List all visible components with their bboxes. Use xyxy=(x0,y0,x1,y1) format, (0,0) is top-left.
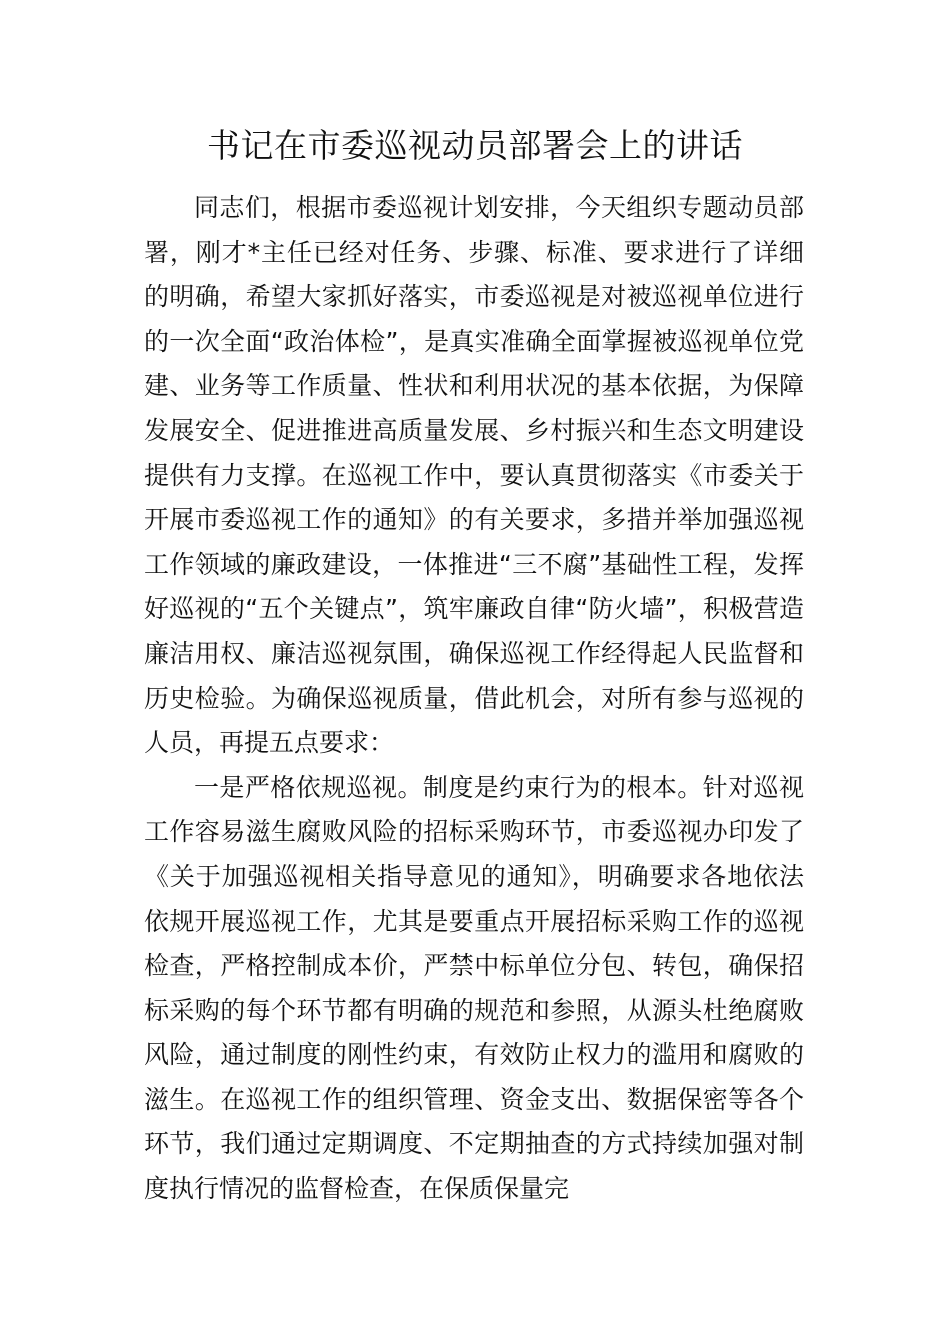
paragraph-2: 一是严格依规巡视。制度是约束行为的根本。针对巡视工作容易滋生腐败风险的招标采购环节，市委巡视办印发了《关于加强巡视相关指导意见的通知》，明确要求各地依法依规开展巡视工作，尤其是要重点开展招标采购工作的巡视检查，严格控制成本价，严禁中标单位分包、转包，确保招标采购的每个环节都有明确的规范和参照，从源头杜绝腐败风险，通过制度的刚性约束，有效防止权力的滥用和腐败的滋生。在巡视工作的组织管理、资金支出、数据保密等各个环节，我们通过定期调度、不定期抽查的方式持续加强对制度执行情况的监督检查，在保质保量完 xyxy=(144,772,804,1204)
paragraph-1: 同志们，根据市委巡视计划安排，今天组织专题动员部署，刚才*主任已经对任务、步骤、标准、要求进行了详细的明确，希望大家抓好落实，市委巡视是对被巡视单位进行的一次全面“政治体检”，是真实准确全面掌握被巡视单位党建、业务等工作质量、性状和利用状况的基本依据，为保障发展安全、促进推进高质量发展、乡村振兴和生态文明建设提供有力支撑。在巡视工作中，要认真贯彻落实《市委关于开展市委巡视工作的通知》的有关要求，多措并举加强巡视工作领域的廉政建设，一体推进“三不腐”基础性工程，发挥好巡视的“五个关键点”，筑牢廉政自律“防火墙”，积极营造廉洁用权、廉洁巡视氛围，确保巡视工作经得起人民监督和历史检验。为确保巡视质量，借此机会，对所有参与巡视的人员，再提五点要求： xyxy=(144,193,804,758)
document-title: 书记在市委巡视动员部署会上的讲话 xyxy=(207,126,743,165)
document-body xyxy=(144,186,804,1212)
